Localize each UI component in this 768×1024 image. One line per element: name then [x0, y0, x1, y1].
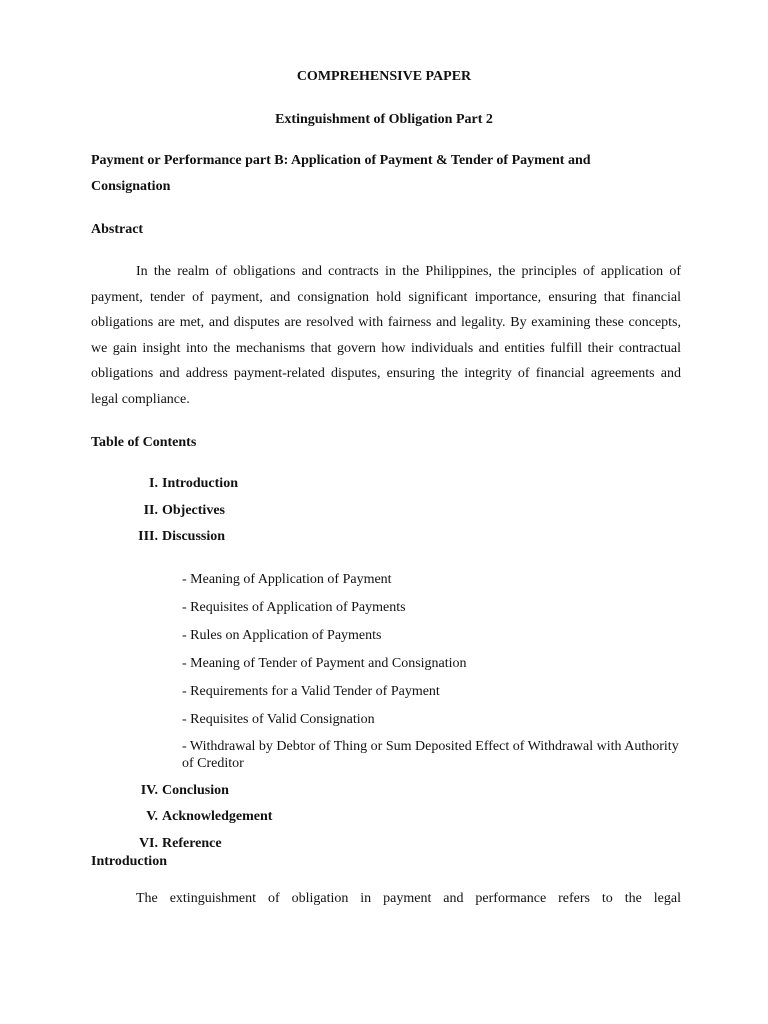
topic-line-1: Payment or Performance part B: Application of Payment & Tender of Payment and	[91, 153, 591, 168]
discussion-item: - Requisites of Application of Payments	[182, 600, 406, 615]
document-subtitle: Extinguishment of Obligation Part 2	[275, 112, 493, 127]
toc-number: II.	[143, 503, 158, 518]
toc-item-objectives	[133, 503, 225, 519]
toc-number: IV.	[140, 783, 158, 798]
toc-item-conclusion	[133, 783, 229, 799]
introduction-paragraph: The extinguishment of obligation in payment and performance refers to the legal	[136, 891, 681, 906]
discussion-item: - Requisites of Valid Consignation	[182, 712, 375, 727]
document-title: COMPREHENSIVE PAPER	[296, 69, 472, 84]
toc-label: Acknowledgement	[162, 809, 273, 824]
discussion-item: - Requirements for a Valid Tender of Payment	[182, 684, 440, 699]
toc-item-introduction	[133, 476, 238, 492]
discussion-item: - Meaning of Tender of Payment and Consignation	[182, 656, 467, 671]
introduction-heading: Introduction	[91, 854, 167, 869]
abstract-paragraph: In the realm of obligations and contracts in the Philippines, the principles of application of payment, tender of payment, and consignation hold significant importance, ensuring that financial obligations are met, and disputes are resolved with fairness and legality. By examining these concepts, we gain insight into the mechanisms that govern how individuals and entities fulfill their contractual obligations and address payment-related disputes, ensuring the integrity of financial agreements and legal compliance.	[91, 264, 681, 407]
abstract-heading: Abstract	[91, 222, 144, 237]
toc-item-discussion	[133, 529, 225, 545]
toc-label: Introduction	[162, 476, 238, 491]
toc-number: VI.	[138, 836, 158, 851]
toc-number: V.	[146, 809, 158, 824]
topic-line-2: Consignation	[91, 179, 171, 194]
toc-label: Discussion	[162, 529, 226, 544]
toc-label: Objectives	[162, 503, 225, 518]
toc-label: Reference	[162, 836, 222, 851]
toc-item-reference	[133, 836, 222, 852]
toc-heading: Table of Contents	[91, 435, 197, 450]
discussion-item: - Rules on Application of Payments	[182, 628, 382, 643]
toc-number: I.	[149, 476, 158, 491]
discussion-item: - Withdrawal by Debtor of Thing or Sum Deposited Effect of Withdrawal with Authority of Creditor	[182, 739, 679, 771]
toc-label: Conclusion	[162, 783, 229, 798]
discussion-item: - Meaning of Application of Payment	[182, 572, 392, 587]
toc-number: III.	[138, 529, 158, 544]
toc-item-acknowledgement	[133, 809, 272, 825]
